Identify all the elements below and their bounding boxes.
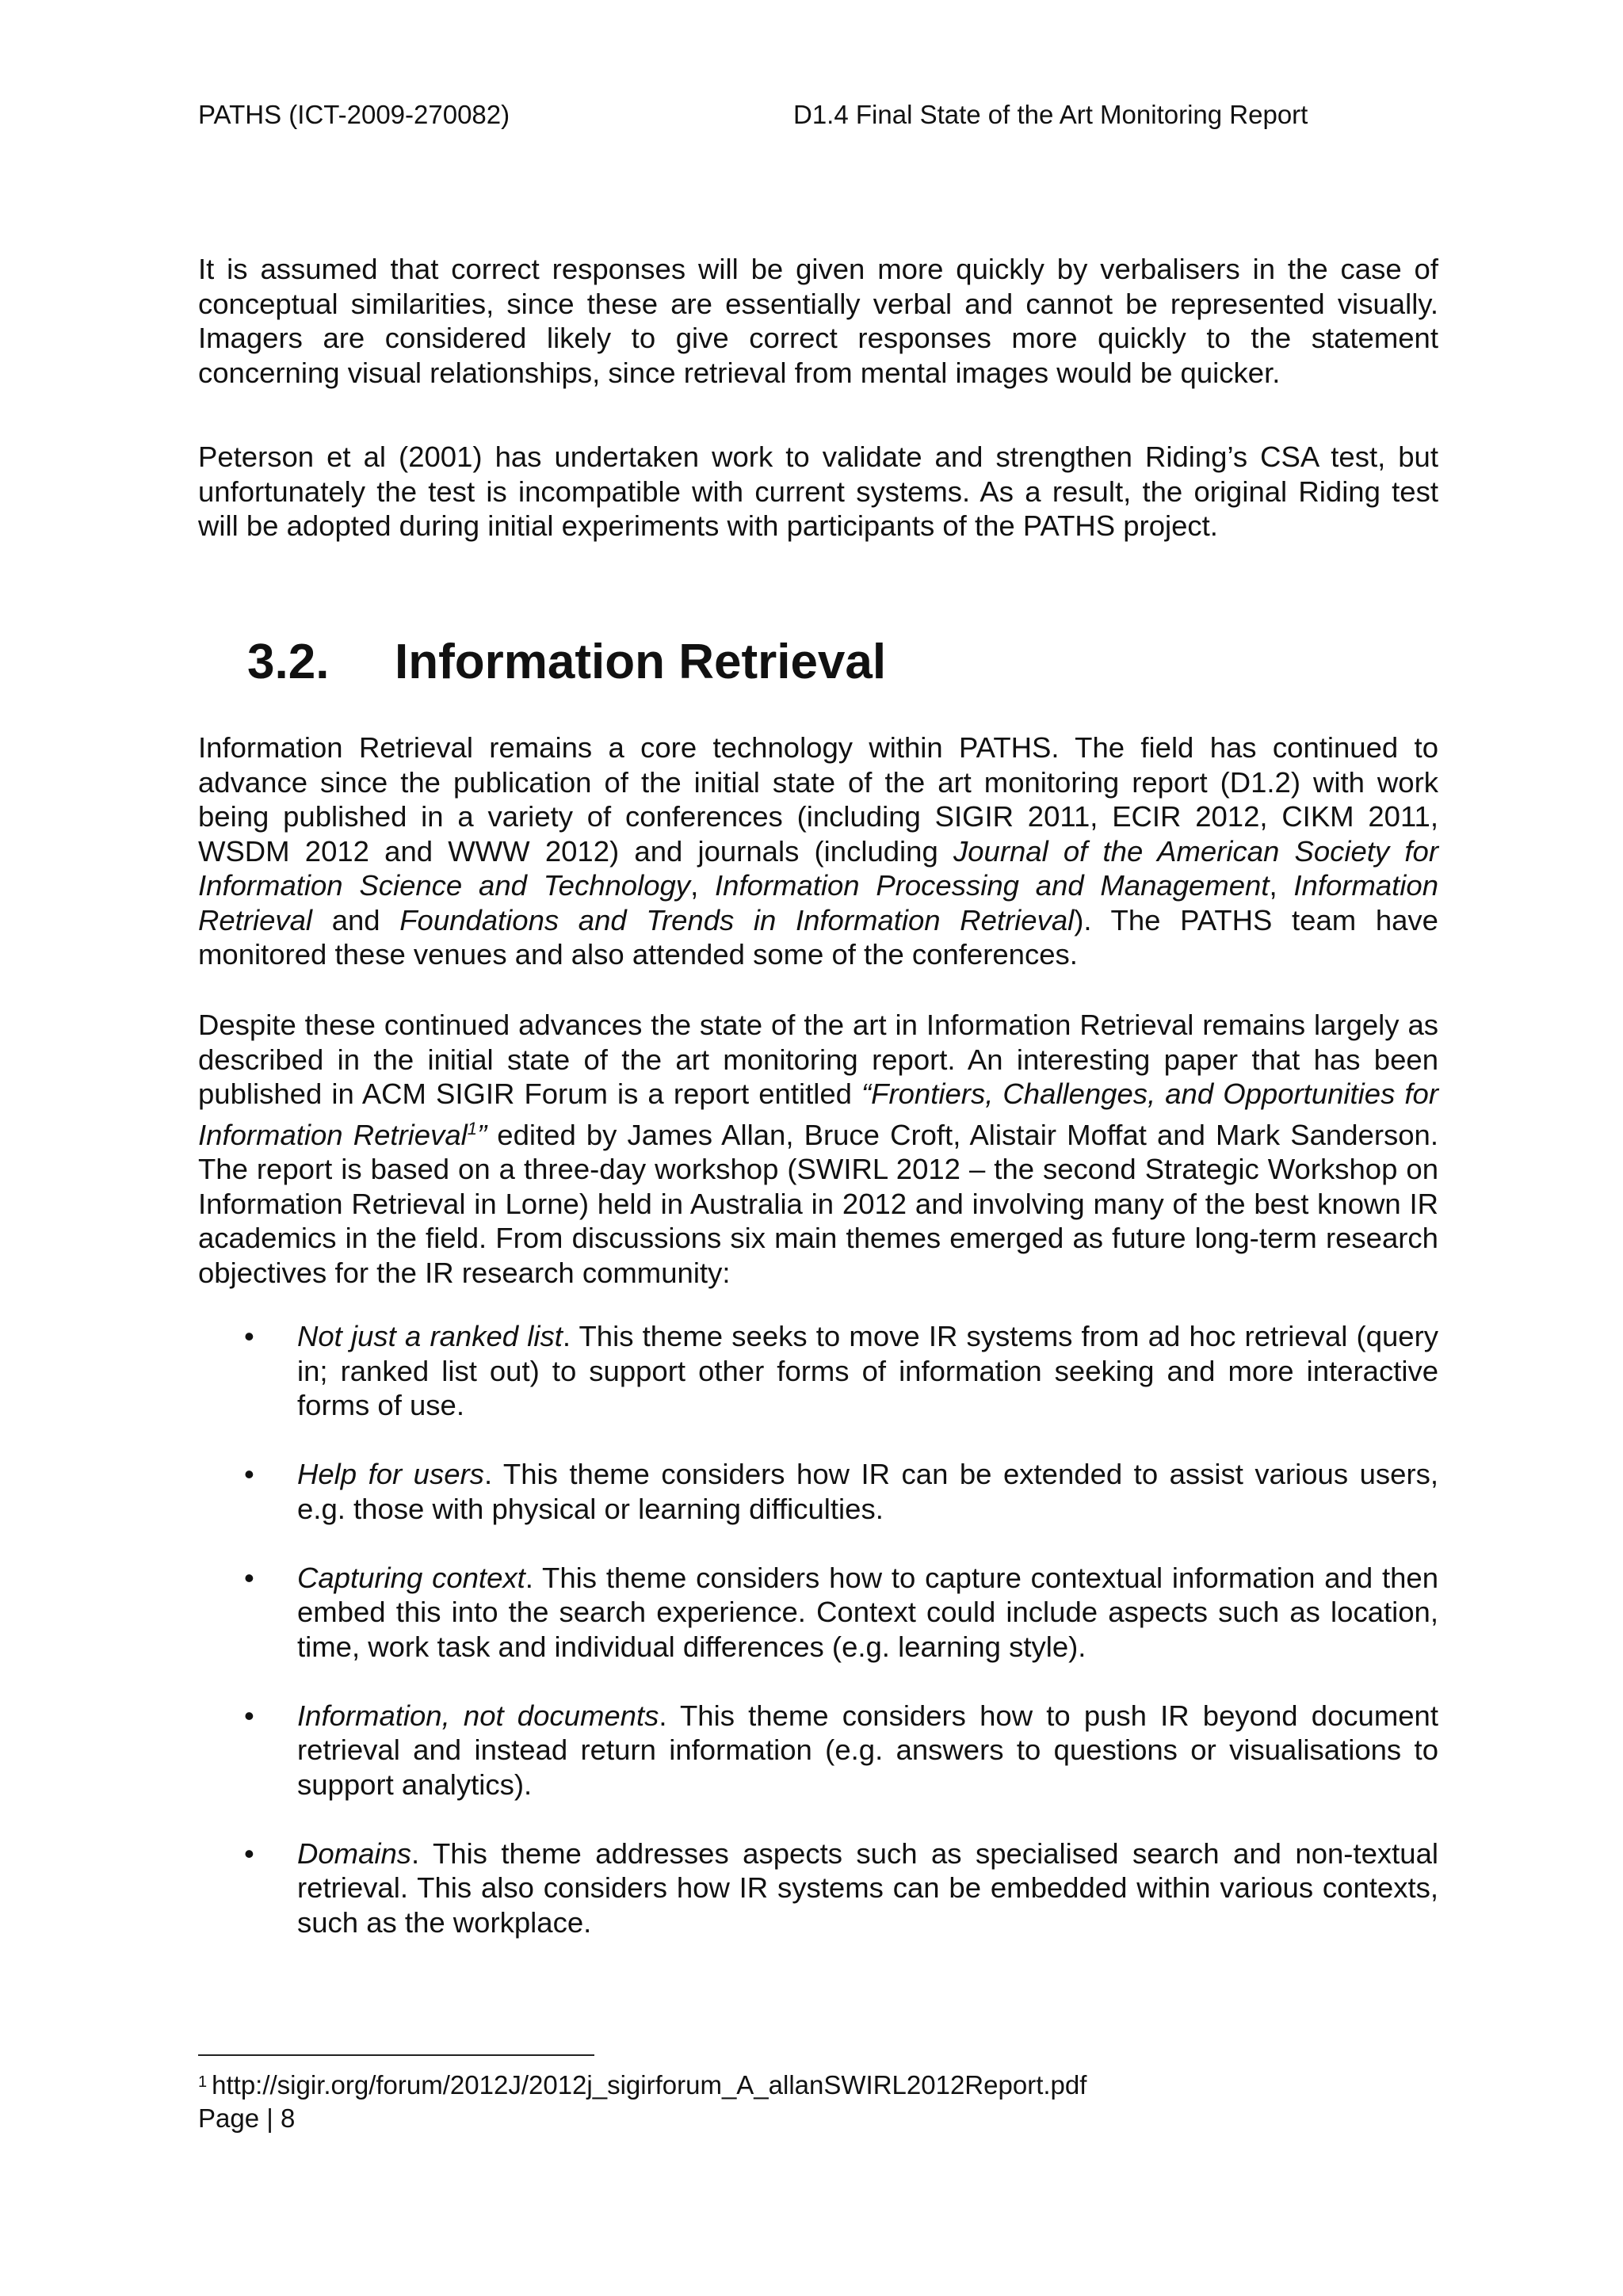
text-run: and [312, 903, 400, 936]
report-title-text: “Frontiers, Challenges, and Opportunities for Information Retrieval [198, 1077, 1439, 1151]
theme-text: . This theme considers how to push IR beyond document retrieval and instead return information (e.g. answers to questions or visualisations to support analytics). [297, 1699, 1438, 1801]
bullet-icon: • [244, 1458, 254, 1490]
paragraph-text [198, 1008, 1438, 1290]
text-run: , [690, 869, 715, 902]
theme-text: . This theme considers how to capture contextual information and then embed this into the search experience. Context could include aspects such as location, time, work task and individual differences (e.g. learning style). [297, 1561, 1438, 1663]
themes-list [238, 1319, 1438, 1974]
section-heading [247, 634, 886, 691]
theme-text: . This theme seeks to move IR systems from ad hoc retrieval (query in; ranked list out) to support other forms of information seeking and more interactive forms of use. [297, 1320, 1438, 1421]
section-number: 3.2. [247, 635, 330, 689]
paragraph-peterson [198, 440, 1438, 543]
footnote-number: 1 [198, 2073, 208, 2091]
bullet-icon: • [244, 1836, 254, 1870]
text-run: ). The PATHS team have monitored these venues and also attended some of the conferences. [198, 903, 1438, 971]
theme-title: Domains [297, 1836, 412, 1870]
list-item [238, 1319, 1438, 1423]
paragraph-verbalisers-imagers [198, 252, 1438, 390]
list-item [238, 1561, 1438, 1665]
text-run: Despite these continued advances the state of the art in Information Retrieval remains largely as described in the initial state of the art monitoring report. An interesting paper that has been published in ACM SIGIR Forum is a report entitled [198, 1009, 1438, 1110]
list-item [238, 1699, 1438, 1802]
theme-text: . This theme considers how IR can be extended to assist various users, e.g. those with physical or learning difficulties. [297, 1458, 1438, 1525]
paragraph-swirl-report [198, 1008, 1438, 1290]
journal-name: Information Retrieval [198, 869, 1438, 936]
journal-name: Information Processing and Management [715, 869, 1270, 902]
bullet-icon: • [244, 1561, 254, 1594]
bullet-icon: • [244, 1320, 254, 1352]
theme-text: . This theme addresses aspects such as specialised search and non-textual retrieval. This also considers how IR systems can be embedded within various contexts, such as the workplace. [297, 1836, 1438, 1939]
journal-name: Foundations and Trends in Information Retrieval [399, 903, 1075, 936]
bullet-icon: • [244, 1699, 254, 1732]
footnote-link[interactable]: http://sigir.org/forum/2012J/2012j_sigirforum_A_allanSWIRL2012Report.pdf [212, 2070, 1087, 2100]
list-item [238, 1836, 1438, 1940]
section-title: Information Retrieval [395, 635, 887, 689]
theme-title: Capturing context [297, 1561, 525, 1594]
running-header-project: PATHS (ICT-2009-270082) [198, 100, 510, 129]
journal-name: Journal of the American Society for Information Science and Technology [198, 834, 1438, 902]
close-quote: ” [477, 1118, 487, 1151]
text-run: Information Retrieval remains a core technology within PATHS. The field has continued to advance since the publication of the initial state of the art monitoring report (D1.2) with work being published in a variety of conferences (including SIGIR 2011, ECIR 2012, CIKM 2011, WSDM 2012 and WWW 2012) and journals (including [198, 731, 1438, 868]
list-item [238, 1457, 1438, 1526]
footnote-separator [198, 2054, 594, 2056]
paragraph-text: Peterson et al (2001) has undertaken work to validate and strengthen Riding’s CSA test, but unfortunately the test is incompatible with current systems. As a result, the original Riding test will be adopted during initial experiments with participants of the PATHS project. [198, 441, 1438, 542]
text-run: , [1269, 869, 1294, 902]
footnote-reference: 1 [467, 1118, 477, 1138]
theme-title: Not just a ranked list [297, 1320, 563, 1352]
page-number: Page | 8 [198, 2103, 296, 2133]
paragraph-text: It is assumed that correct responses will be given more quickly by verbalisers in the case of conceptual similarities, since these are essentially verbal and cannot be represented visually. Imagers are considered likely to give correct responses more quickly to the statement concerning visual relationships, since retrieval from mental images would be quicker. [198, 253, 1438, 389]
theme-title: Information, not documents [297, 1699, 659, 1732]
paragraph-ir-core [198, 730, 1438, 972]
running-header-title: D1.4 Final State of the Art Monitoring Report [793, 100, 1308, 129]
text-run: edited by James Allan, Bruce Croft, Alistair Moffat and Mark Sanderson. The report is based on a three-day workshop (SWIRL 2012 – the second Strategic Workshop on Information Retrieval in Lorne) held in Australia in 2012 and involving many of the best known IR academics in the field. From discussions six main themes emerged as future long-term research objectives for the IR research community: [198, 1118, 1438, 1289]
footnote [198, 2069, 1086, 2101]
paragraph-text [198, 730, 1438, 972]
theme-title: Help for users [297, 1458, 484, 1490]
